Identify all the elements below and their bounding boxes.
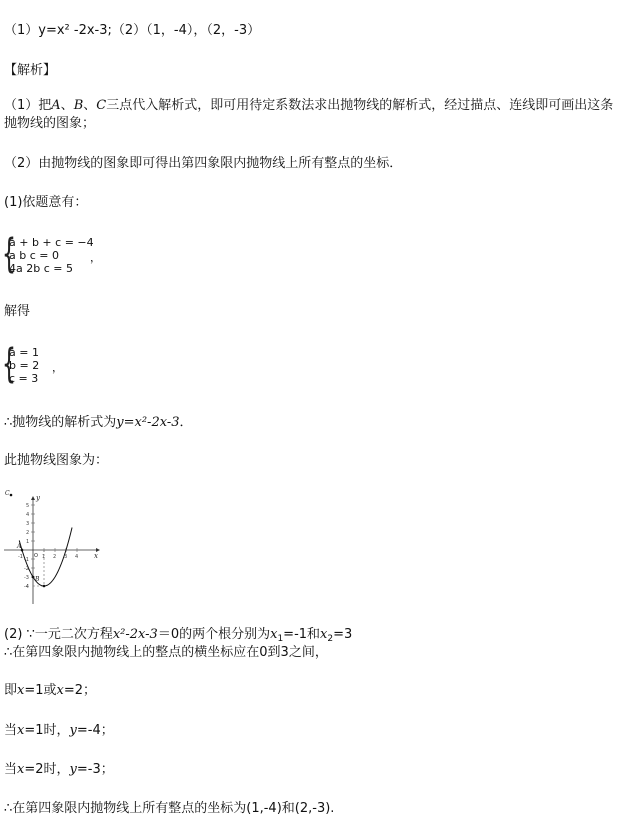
when-x2-line — [4, 761, 114, 779]
vertex-y-label: -4 — [24, 584, 29, 590]
root2-var: x — [320, 627, 328, 642]
point-a-text: A — [51, 98, 61, 113]
x-var: x — [17, 723, 25, 738]
system2-row: a = 1 — [9, 346, 39, 359]
brace-2: { — [2, 341, 16, 387]
analysis-heading: 【解析】 — [4, 63, 57, 78]
step1-rest: 三点代入解析式，即可用待定系数法求出抛物线的解析式，经过描点、连线即可画出这条抛物线的图象； — [4, 98, 614, 131]
system1-tail: ， — [90, 251, 101, 264]
solve-label: 解得 — [4, 304, 31, 319]
brace-1: { — [2, 231, 16, 277]
x-values-prefix: 即 — [4, 683, 18, 698]
system2-row: c = 3 — [9, 372, 39, 385]
x-var: x — [17, 762, 25, 777]
y-tick-label: 4 — [26, 512, 30, 518]
part1-intro: (1)依题意有： — [4, 195, 88, 210]
x-values-line — [4, 682, 96, 700]
x-value-2: =2； — [63, 683, 97, 698]
when-prefix: 当 — [4, 723, 18, 738]
when-prefix: 当 — [4, 762, 18, 777]
x-tick-label: 1 — [42, 554, 46, 560]
system1-row: a b c = 0 — [9, 249, 59, 262]
final-conclusion: ∴在第四象限内抛物线上所有整点的坐标为(1,-4)和(2,-3). — [4, 801, 335, 816]
graph-label: 此抛物线图象为： — [4, 453, 109, 468]
system1-row: a + b + c = −4 — [9, 236, 94, 249]
y-var: y — [69, 762, 77, 777]
answer-line: （1）y=x² -2x-3;（2）（1，-4），（2，-3） — [4, 23, 261, 38]
parabola-graph — [2, 486, 102, 606]
x-tick-label: 3 — [64, 554, 68, 560]
sep-2: 、 — [83, 98, 97, 113]
y-axis-arrow — [31, 496, 35, 500]
part2-line2: ∴在第四象限内抛物线上的整点的横坐标应在0到3之间， — [4, 645, 328, 660]
system1-row: 4a 2b c = 5 — [9, 262, 73, 275]
conclusion-1 — [4, 414, 193, 432]
x-tick-label: -1 — [18, 554, 23, 560]
point-b-text: B — [73, 98, 84, 113]
x-var: x — [56, 683, 64, 698]
y-tick-label: 1 — [26, 539, 30, 545]
y-tick-label: 5 — [26, 503, 30, 509]
point-c-text: C — [96, 98, 107, 113]
equation-system-2 — [2, 341, 63, 387]
y-axis-label: y — [36, 494, 40, 502]
step2-paragraph: （2）由抛物线的图象即可得出第四象限内抛物线上所有整点的坐标． — [4, 156, 403, 171]
when-val: =-3； — [76, 762, 114, 777]
step1-paragraph — [4, 97, 626, 133]
conclusion1-prefix: ∴抛物线的解析式为 — [4, 415, 117, 430]
point-c-label: C — [5, 490, 10, 497]
root1-sub: 1 — [277, 634, 284, 644]
root1-val: =-1和 — [283, 627, 321, 642]
vertex-point — [43, 585, 46, 588]
step1-prefix: （1）把 — [4, 98, 52, 113]
when-val: =-4； — [76, 723, 114, 738]
parabola-formula: y=x²-2x-3 — [116, 415, 180, 430]
x-tick-label: 2 — [53, 554, 57, 560]
x-var: x — [17, 683, 25, 698]
point-c — [10, 494, 13, 497]
origin-label: O — [34, 553, 38, 559]
part2-mid: ＝0的两个根分别为 — [157, 627, 271, 642]
y-var: y — [69, 723, 77, 738]
part2-prefix: (2) ∵一元二次方程 — [4, 627, 113, 642]
y-tick-label: 2 — [26, 530, 30, 536]
system2-row: b = 2 — [9, 359, 40, 372]
root2-sub: 2 — [327, 634, 334, 644]
x-value-1: =1或 — [24, 683, 57, 698]
y-tick-label: 3 — [26, 521, 30, 527]
point-b-label: B — [35, 576, 40, 583]
x-tick-label: 4 — [75, 554, 79, 560]
point-a-label: A — [17, 543, 22, 550]
root1-var: x — [270, 627, 278, 642]
when-x1-line — [4, 722, 114, 740]
y-tick-label: -3 — [24, 575, 29, 581]
system2-tail: ， — [52, 361, 63, 374]
x-axis-label: x — [94, 552, 98, 560]
point-b — [32, 576, 35, 579]
when-mid: =2时， — [24, 762, 70, 777]
sep-1: 、 — [60, 98, 74, 113]
quadratic-equation: x²-2x-3 — [112, 627, 158, 642]
root2-val: =3 — [333, 627, 353, 642]
conclusion1-tail: ． — [179, 415, 193, 430]
when-mid: =1时， — [24, 723, 70, 738]
y-tick-label: -1 — [24, 557, 29, 563]
equation-system-1 — [2, 231, 101, 277]
y-tick-label: -2 — [24, 566, 29, 572]
